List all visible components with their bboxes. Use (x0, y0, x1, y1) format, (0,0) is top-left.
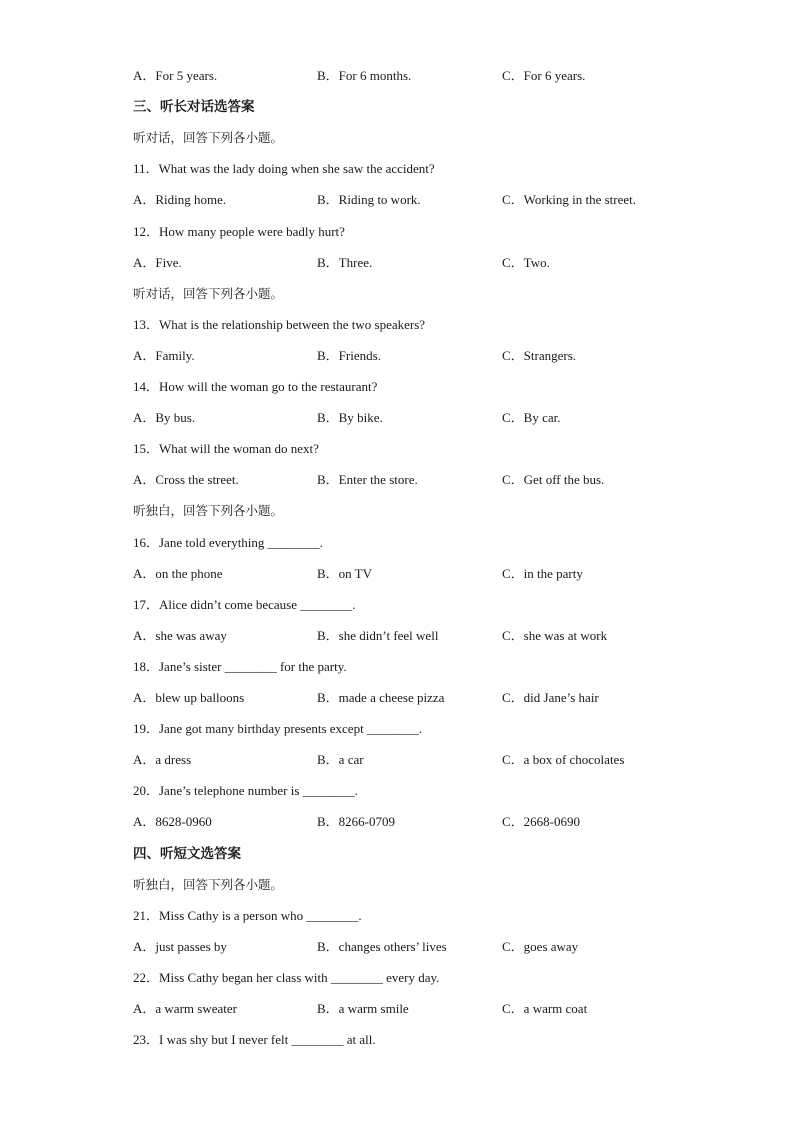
option-a: A．she was away (133, 628, 227, 643)
question-text: 18．Jane’s sister ________ for the party. (133, 659, 347, 674)
option-c: C．goes away (502, 939, 579, 954)
option-a: A．By bus. (133, 410, 196, 425)
option-a: A．8628-0960 (133, 814, 212, 829)
question-text: 23．I was shy but I never felt ________ at all. (133, 1032, 376, 1047)
option-b: B．8266-0709 (317, 814, 396, 829)
option-b: B．made a cheese pizza (317, 690, 445, 705)
question-text: 22．Miss Cathy began her class with ________ every day. (133, 970, 440, 985)
instruction-text: 听对话，回答下列各小题。 (133, 130, 284, 145)
option-b: B．a car (317, 752, 364, 767)
question-text: 14．How will the woman go to the restaurant? (133, 379, 378, 394)
question-text: 20．Jane’s telephone number is ________. (133, 783, 358, 798)
option-b: B．she didn’t feel well (317, 628, 439, 643)
question-text: 16．Jane told everything ________. (133, 535, 323, 550)
option-c: C．in the party (502, 566, 583, 581)
option-c: C．By car. (502, 410, 561, 425)
option-c: C．a box of chocolates (502, 752, 625, 767)
option-c: C．she was at work (502, 628, 608, 643)
question-text: 12．How many people were badly hurt? (133, 224, 345, 239)
option-c: C．For 6 years. (502, 68, 586, 83)
option-a: A．Riding home. (133, 192, 227, 207)
option-a: A．a warm sweater (133, 1001, 237, 1016)
option-b: B．Three. (317, 255, 373, 270)
option-c: C．Strangers. (502, 348, 577, 363)
question-text: 19．Jane got many birthday presents except ________. (133, 721, 423, 736)
option-b: B．on TV (317, 566, 373, 581)
option-b: B．changes others’ lives (317, 939, 447, 954)
section-heading: 三、听长对话选答案 (133, 99, 255, 115)
option-b: B．For 6 months. (317, 68, 412, 83)
question-text: 15．What will the woman do next? (133, 441, 319, 456)
option-c: C．did Jane’s hair (502, 690, 599, 705)
option-b: B．Enter the store. (317, 472, 418, 487)
question-text: 11．What was the lady doing when she saw the accident? (133, 161, 435, 176)
option-b: B．Riding to work. (317, 192, 421, 207)
option-a: A．blew up balloons (133, 690, 245, 705)
option-a: A．on the phone (133, 566, 223, 581)
instruction-text: 听独白，回答下列各小题。 (133, 503, 284, 518)
option-a: A．Five. (133, 255, 182, 270)
option-a: A．Family. (133, 348, 195, 363)
option-b: B．Friends. (317, 348, 381, 363)
instruction-text: 听对话，回答下列各小题。 (133, 286, 284, 301)
option-a: A．just passes by (133, 939, 227, 954)
option-c: C．Two. (502, 255, 550, 270)
option-b: B．a warm smile (317, 1001, 409, 1016)
question-text: 17．Alice didn’t come because ________. (133, 597, 356, 612)
section-heading: 四、听短文选答案 (133, 846, 241, 862)
option-a: A．Cross the street. (133, 472, 239, 487)
option-a: A．a dress (133, 752, 192, 767)
option-c: C．2668-0690 (502, 814, 581, 829)
option-c: C．Working in the street. (502, 192, 636, 207)
question-text: 13．What is the relationship between the two speakers? (133, 317, 426, 332)
option-c: C．Get off the bus. (502, 472, 605, 487)
option-a: A．For 5 years. (133, 68, 218, 83)
question-text: 21．Miss Cathy is a person who ________. (133, 908, 362, 923)
instruction-text: 听独白，回答下列各小题。 (133, 877, 284, 892)
option-c: C．a warm coat (502, 1001, 588, 1016)
option-b: B．By bike. (317, 410, 383, 425)
